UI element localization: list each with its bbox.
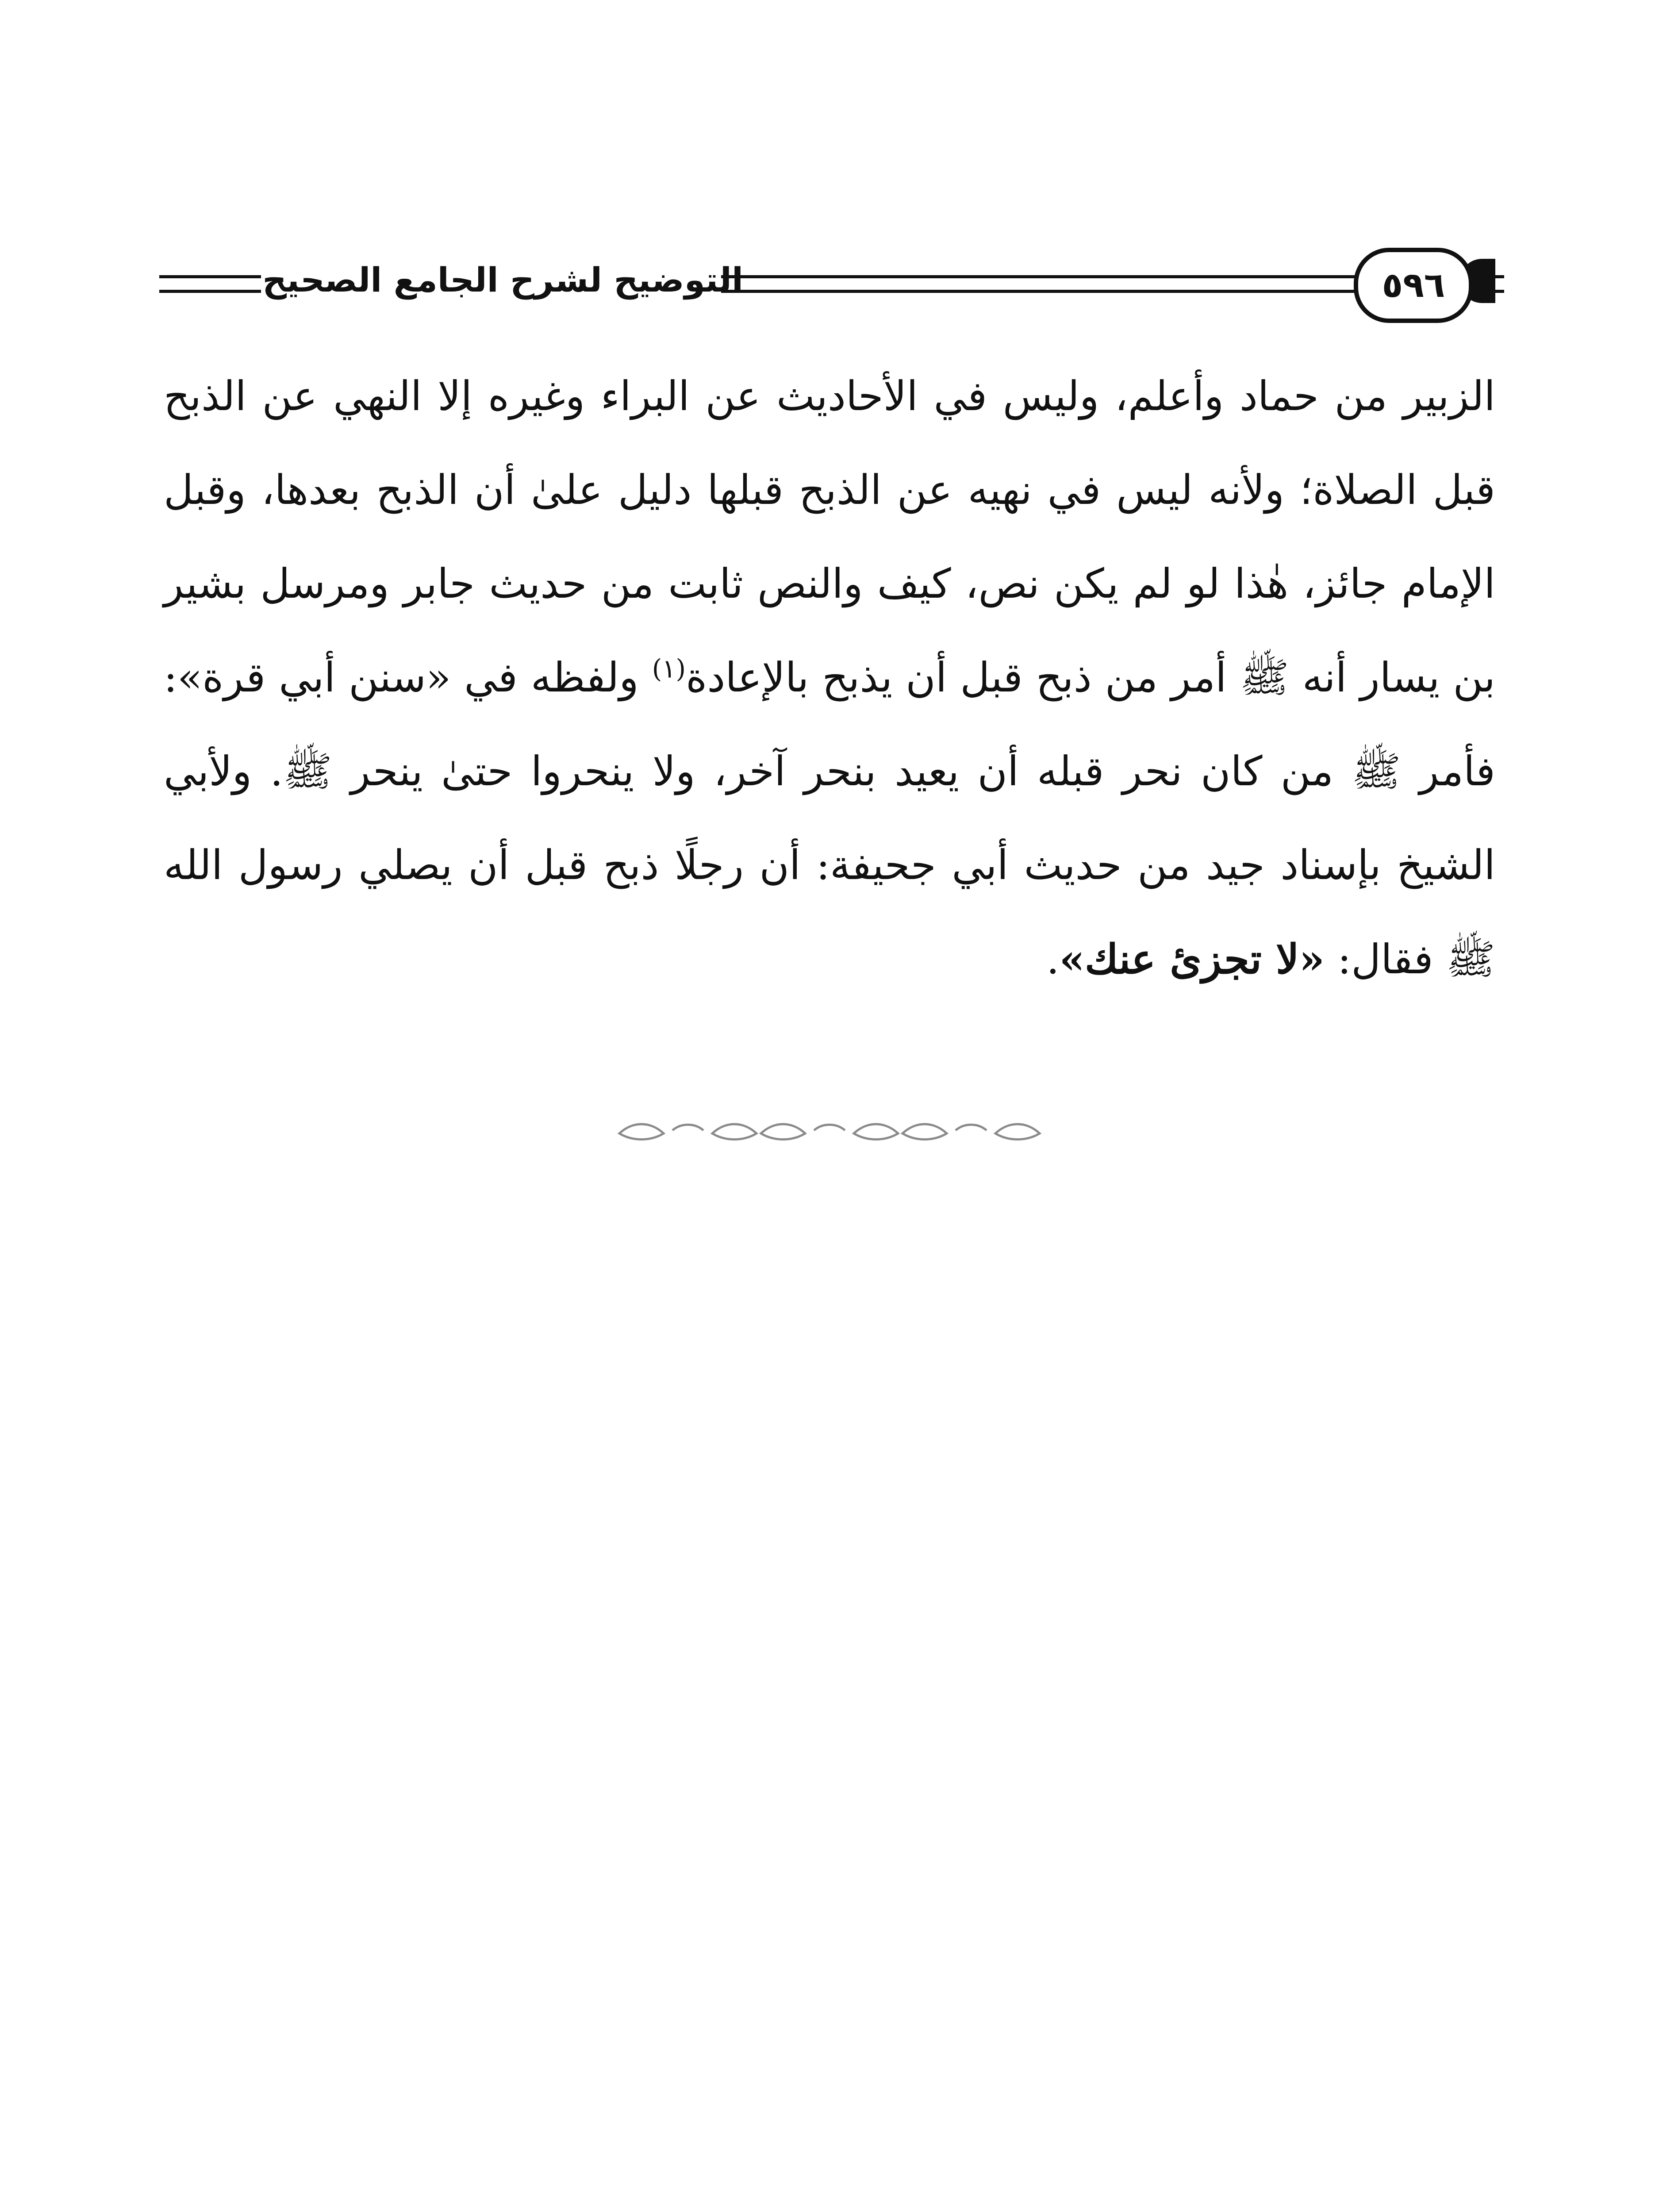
body-text xyxy=(164,349,1495,1006)
body-text-part-2: ولفظه في «سنن أبي قرة»: فأمر ﷺ من كان نحر قبله أن يعيد بنحر آخر، ولا ينحروا حتىٰ ينحر ﷺ. ولأبي الشيخ بإسناد جيد من حديث أبي جحيفة: أن رجلًا ذبح قبل أن يصلي رسول الله ﷺ فقال: xyxy=(164,654,1495,983)
page-number: ٥٩٦ xyxy=(1382,265,1445,305)
body-text-end: . xyxy=(1046,936,1060,983)
running-title: التوضيح لشرح الجامع الصحيح xyxy=(262,260,743,300)
ornament-divider-icon xyxy=(606,1115,1044,1146)
footnote-reference: (١) xyxy=(652,653,686,684)
bold-quote: «لا تجزئ عنك» xyxy=(1059,935,1325,983)
header-rule-middle xyxy=(721,275,1358,293)
body-paragraph xyxy=(164,349,1495,1006)
ornament-divider xyxy=(606,1115,1044,1146)
page-header xyxy=(159,239,1504,327)
body-text-part-1: الزبير من حماد وأعلم، وليس في الأحاديث عن البراء وغيره إلا النهي عن الذبح قبل الصلاة؛ ولأنه ليس في نهيه عن الذبح قبلها دليل علىٰ أن الذبح بعدها، وقبل الإمام جائز، هٰذا لو لم يكن نص، كيف والنص ثابت من حديث جابر ومرسل بشير بن يسار أنه ﷺ أمر من ذبح قبل أن يذبح بالإعادة xyxy=(164,373,1495,701)
header-rule-left xyxy=(159,275,261,293)
page-number-badge xyxy=(1354,248,1473,323)
